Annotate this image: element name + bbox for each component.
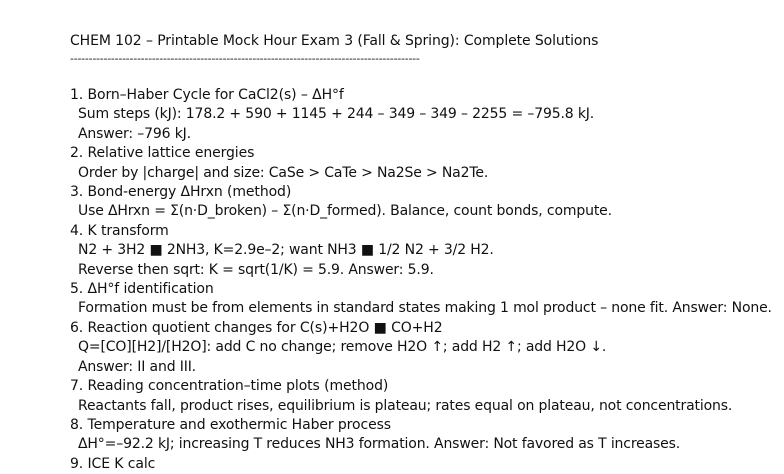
title-divider: ----------------------------------------------------------------------------------------------: [70, 53, 420, 65]
solution-heading: 6. Reaction quotient changes for C(s)+H2O ■ CO+H2: [70, 319, 443, 336]
solution-line: Use ΔHrxn = Σ(n·D_broken) – Σ(n·D_formed). Balance, count bonds, compute.: [78, 203, 612, 220]
solution-line: Order by |charge| and size: CaSe > CaTe > Na2Se > Na2Te.: [78, 164, 489, 181]
solution-answer: Answer: –796 kJ.: [78, 125, 191, 142]
solution-answer: Answer: II and III.: [78, 358, 196, 375]
solution-heading: 5. ΔH°f identification: [70, 281, 214, 298]
solution-heading: 3. Bond-energy ΔHrxn (method): [70, 184, 292, 201]
solutions-list: [70, 86, 784, 474]
solution-line: Formation must be from elements in standard states making 1 mol product – none fit. Answer: None.: [78, 300, 772, 317]
solution-item-1: [70, 86, 784, 144]
solution-heading: 4. K transform: [70, 222, 169, 239]
solution-item-3: [70, 183, 784, 222]
solution-item-7: [70, 377, 784, 416]
solution-line: ΔH°=–92.2 kJ; increasing T reduces NH3 formation. Answer: Not favored as T increases.: [78, 436, 681, 453]
solution-line: N2 + 3H2 ■ 2NH3, K=2.9e–2; want NH3 ■ 1/2 N2 + 3/2 H2.: [78, 242, 494, 259]
solution-line: Reverse then sqrt: K = sqrt(1/K) = 5.9. Answer: 5.9.: [78, 261, 434, 278]
solution-item-8: [70, 416, 784, 455]
solution-line: Q=[CO][H2]/[H2O]: add C no change; remove H2O ↑; add H2 ↑; add H2O ↓.: [78, 339, 607, 356]
solution-heading: 8. Temperature and exothermic Haber process: [70, 416, 391, 433]
solution-item-6: [70, 319, 784, 377]
solution-heading: 7. Reading concentration–time plots (method): [70, 378, 389, 395]
document-title: CHEM 102 – Printable Mock Hour Exam 3 (Fall & Spring): Complete Solutions: [70, 33, 599, 49]
solution-heading: 2. Relative lattice energies: [70, 145, 255, 162]
solution-line: Reactants fall, product rises, equilibrium is plateau; rates equal on plateau, not concentrations.: [78, 397, 733, 414]
solution-item-2: [70, 144, 784, 183]
solution-heading: 9. ICE K calc: [70, 455, 156, 472]
solution-item-5: [70, 280, 784, 319]
solution-item-9: [70, 455, 784, 474]
solution-line: Sum steps (kJ): 178.2 + 590 + 1145 + 244 – 349 – 349 – 2255 = –795.8 kJ.: [78, 106, 595, 123]
solution-heading: 1. Born–Haber Cycle for CaCl2(s) – ΔH°f: [70, 87, 344, 103]
solution-item-4: [70, 222, 784, 280]
